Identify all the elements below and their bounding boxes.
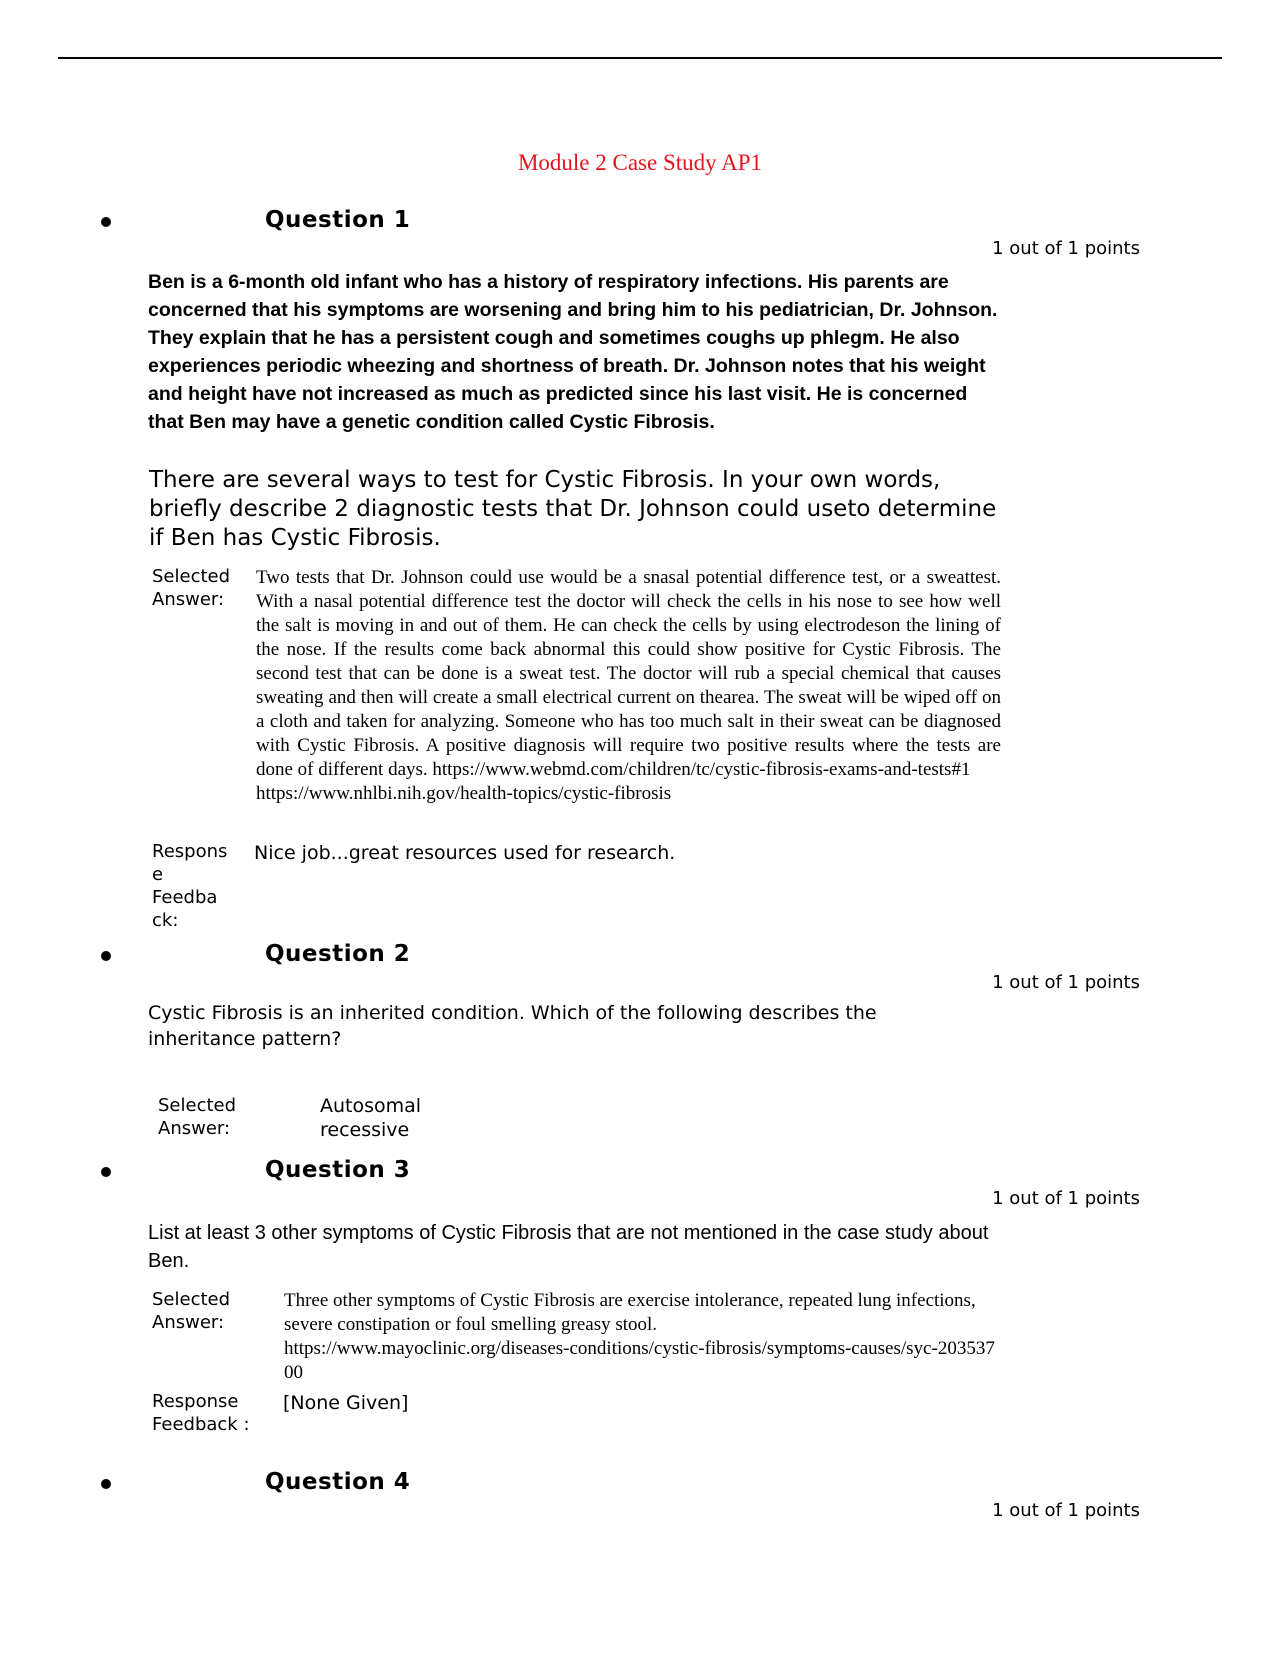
question-1-feedback-label: Respons e Feedba ck: [152, 841, 228, 931]
question-4-points: 1 out of 1 points [992, 1500, 1140, 1521]
question-1-answer-url-1: https://www.webmd.com/children/tc/cystic-fibrosis-exams-and-tests#1 [432, 759, 971, 780]
bullet-icon [101, 1479, 111, 1489]
question-1-prompt: There are several ways to test for Cystic Fibrosis. In your own words, briefly describe 2 diagnostic tests that Dr. Johnson could useto determine if Ben has Cystic Fibrosis. [149, 467, 997, 551]
question-3-selected-answer [284, 1289, 1004, 1385]
question-3-prompt: List at least 3 other symptoms of Cystic Fibrosis that are not mentioned in the case study about Ben. [148, 1222, 989, 1272]
question-2-selected-label: Selected Answer: [158, 1095, 237, 1139]
question-1-feedback: Nice job...great resources used for research. [254, 842, 676, 864]
question-1-answer-url-2: https://www.nhlbi.nih.gov/health-topics/cystic-fibrosis [256, 783, 672, 804]
question-1-selected-label: Selected Answer: [152, 566, 231, 610]
question-3-feedback: [None Given] [283, 1392, 409, 1414]
question-1-answer-text: Two tests that Dr. Johnson could use would be a snasal potential difference test, or a sweattest. With a nasal potential difference test the doctor will check the cells in his nose to see how well the salt is moving in and out of them. He can check the cells by using electrodeson the lining of the nose. If the results come back abnormal this could show positive for Cystic Fibrosis. The second test that can be done is a sweat test. The doctor will rub a special chemical that causes sweating and then will create a small electrical current on thearea. The sweat will be wiped off on a cloth and taken for analyzing. Someone who has too much salt in their sweat can be diagnosed with Cystic Fibrosis. A positive diagnosis will require two positive results where the tests are done of different days. [256, 567, 1001, 780]
top-rule [58, 57, 1222, 59]
bullet-icon [101, 1167, 111, 1177]
document-title: Module 2 Case Study AP1 [517, 150, 763, 175]
question-3-answer-url: https://www.mayoclinic.org/diseases-conditions/cystic-fibrosis/symptoms-causes/syc-20353700 [284, 1338, 995, 1383]
question-1-heading: Question 1 [265, 207, 411, 233]
question-2-points: 1 out of 1 points [992, 972, 1140, 993]
question-3-selected-label: Selected Answer: [152, 1289, 231, 1333]
question-4-heading: Question 4 [265, 1469, 411, 1495]
question-2-selected-answer: Autosomal recessive [320, 1095, 422, 1141]
question-1-scenario: Ben is a 6-month old infant who has a history of respiratory infections. His parents are concerned that his symptoms are worsening and bring him to his pediatrician, Dr. Johnson. They explain that he has a persistent cough and sometimes coughs up phlegm. He also experiences periodic wheezing and shortness of breath. Dr. Johnson notes that his weight and height have not increased as much as predicted since his last visit. He is concerned that Ben may have a genetic condition called Cystic Fibrosis. [148, 271, 998, 433]
question-3-answer-text: Three other symptoms of Cystic Fibrosis are exercise intolerance, repeated lung infections, severe constipation or foul smelling greasy stool. [284, 1290, 976, 1335]
question-2-heading: Question 2 [265, 941, 411, 967]
bullet-icon [101, 951, 111, 961]
bullet-icon [101, 217, 111, 227]
question-3-feedback-label: Response Feedback : [152, 1391, 250, 1435]
question-3-points: 1 out of 1 points [992, 1188, 1140, 1209]
question-2-prompt: Cystic Fibrosis is an inherited condition. Which of the following describes the inheritance pattern? [148, 1002, 877, 1050]
question-1-selected-answer [256, 566, 1001, 806]
question-1-points: 1 out of 1 points [992, 238, 1140, 259]
question-3-heading: Question 3 [265, 1157, 411, 1183]
